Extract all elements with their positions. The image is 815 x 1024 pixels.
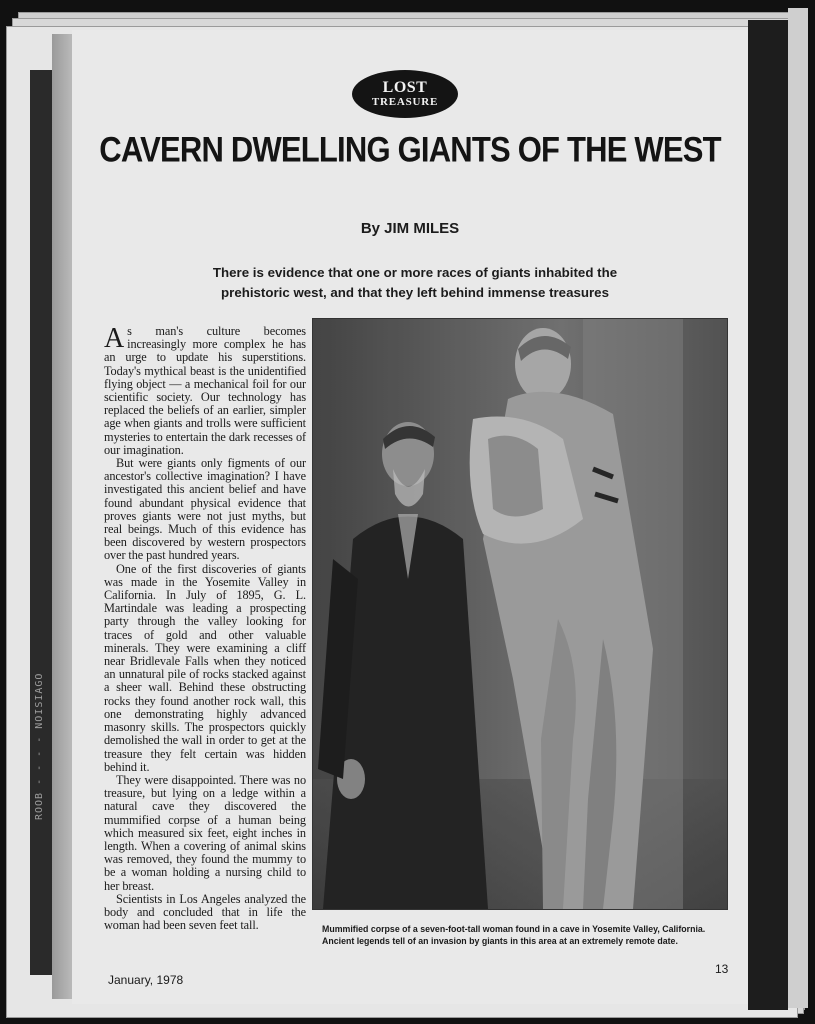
magazine-page bbox=[72, 30, 748, 1004]
drop-cap: A bbox=[104, 323, 125, 354]
photo-man-and-mummy bbox=[312, 318, 728, 910]
paragraph-1-text: s man's culture becomes increasingly more complex he has an urge to update his superstitions. Today's mythical beast is the unidentified flying object — a mechanical foil for our scientific society. Our technology has replaced the beliefs of an earlier, simpler age when giants and trolls were sufficient mysteries to entertain the dark recesses of our imagination. bbox=[104, 324, 306, 457]
byline: By JIM MILES bbox=[360, 220, 460, 237]
photo-illustration bbox=[313, 319, 727, 909]
article-body bbox=[104, 325, 306, 932]
paragraph-4: They were disappointed. There was no treasure, but lying on a ledge within a natural cave they discovered the mummified corpse of a human being which measured six feet, eight inches in length. When a covering of animal skins was removed, they found the mummy to be a woman holding a nursing child to her breast. bbox=[104, 772, 306, 893]
paragraph-5: Scientists in Los Angeles analyzed the body and concluded that in life the woman had been seven feet tall. bbox=[104, 891, 306, 933]
binding-shadow bbox=[30, 70, 52, 975]
article-deck: There is evidence that one or more races of giants inhabited the prehistoric west, and that they left behind immense treasures bbox=[212, 265, 618, 300]
page-number: 13 bbox=[715, 962, 729, 976]
article-title: CAVERN DWELLING GIANTS OF THE WEST bbox=[99, 129, 721, 170]
side-edge-text: ROOB - - - - NOISIAGO bbox=[34, 672, 45, 820]
paragraph-3: One of the first discoveries of giants was made in the Yosemite Valley in California. In July of 1895, G. L. Martindale was leading a prospecting party through the valley looking for traces of gold and other valuable minerals. They were examining a cliff near Bridlevale Falls when they noticed an unnatural pile of rocks stacked against a sheer wall. Behind these obstructing rocks they found another rock wall, this one demonstrating highly advanced masonry skills. The prospectors quickly demolished the wall in order to get at the treasure they felt certain was hidden behind it. bbox=[104, 561, 306, 774]
logo-line-1: LOST bbox=[382, 79, 428, 96]
logo-line-2: TREASURE bbox=[371, 96, 439, 108]
right-edge-sheet bbox=[788, 8, 808, 1008]
paragraph-2: But were giants only figments of our ancestor's collective imagination? I have investigated this ancient belief and have found abundant physical evidence that proves giants were not just myths, but real beings. Much of this evidence has been discovered by western prospectors over the past hundred years. bbox=[104, 456, 306, 563]
lost-treasure-logo bbox=[352, 70, 458, 118]
issue-date: January, 1978 bbox=[108, 973, 184, 987]
right-edge-shadow bbox=[748, 20, 788, 1010]
paragraph-1 bbox=[104, 325, 306, 457]
photo-caption: Mummified corpse of a seven-foot-tall woman found in a cave in Yosemite Valley, California. Ancient legends tell of an invasion by giants in this area at an extremely remote date. bbox=[322, 924, 706, 946]
